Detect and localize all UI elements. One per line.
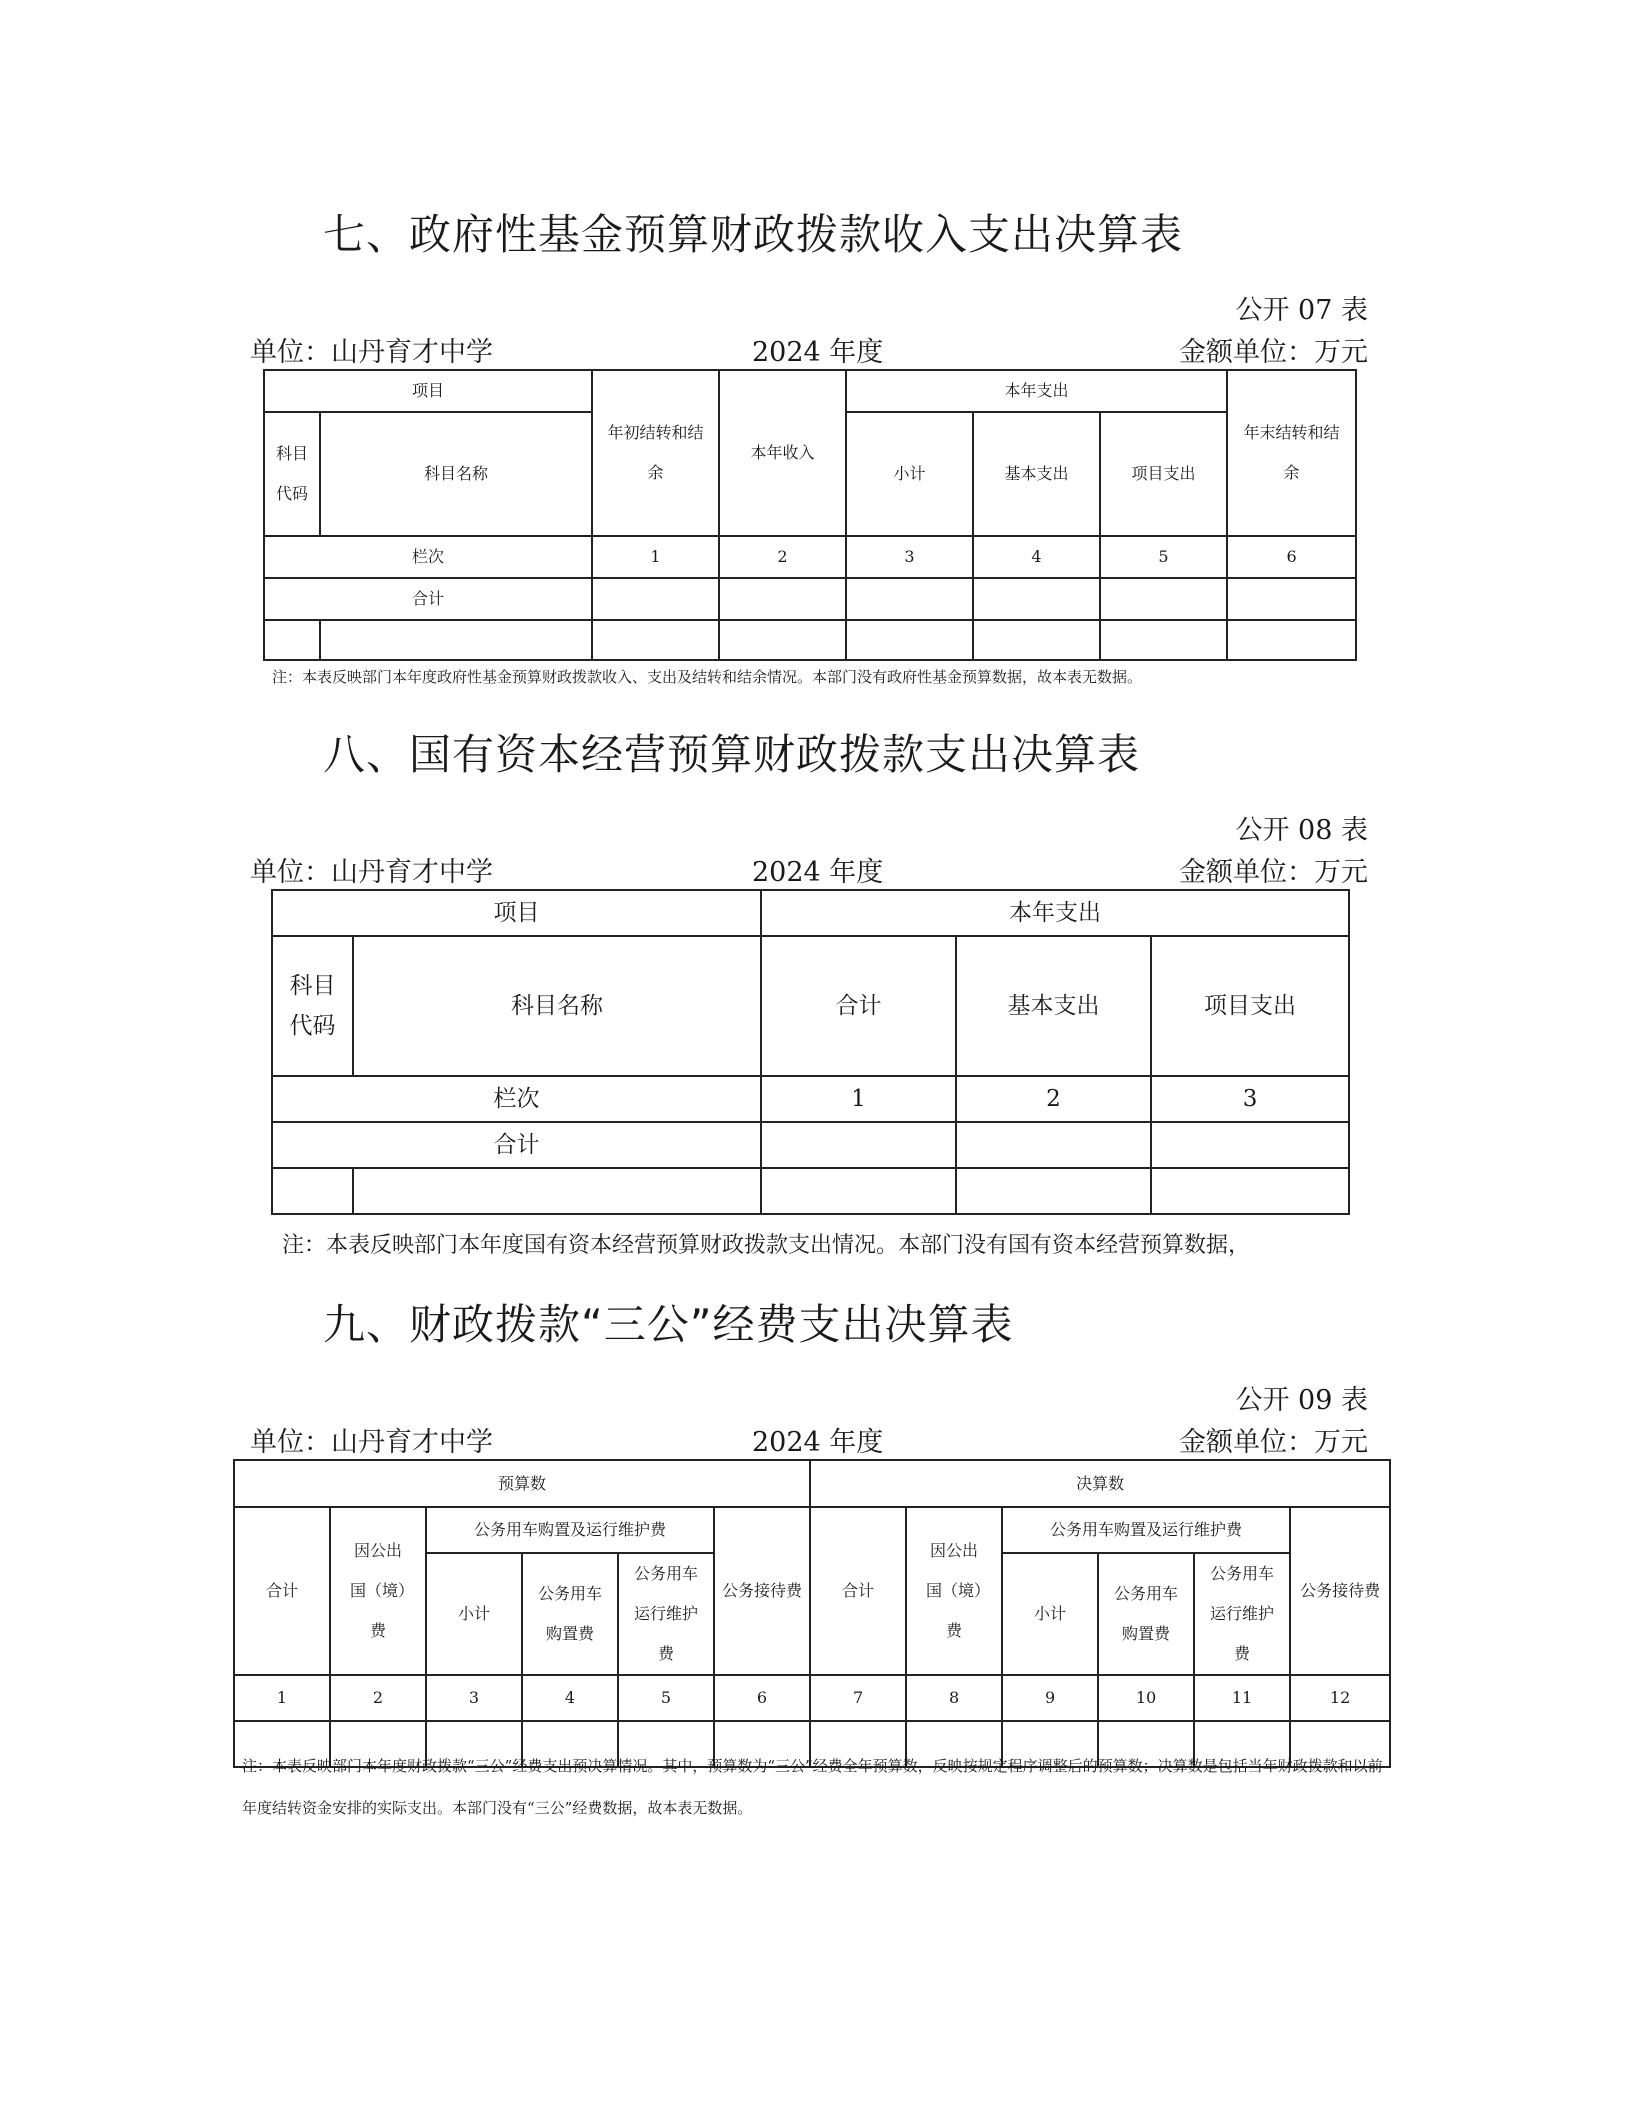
section9-amount-unit: 金额单位：万元 [1179,1427,1368,1458]
col-number: 9 [1002,1675,1098,1721]
header-total: 合计 [810,1507,906,1675]
col-number: 6 [714,1675,810,1721]
section8-note: 注：本表反映部门本年度国有资本经营预算财政拨款支出情况。本部门没有国有资本经营预算数据， [282,1233,1251,1258]
section9-note-line1: 注：本表反映部门本年度财政拨款“三公”经费支出预决算情况。其中，预算数为“三公”经费全年预算数，反映按规定程序调整后的预算数；决算数是包括当年财政拨款和以前 [242,1757,1383,1775]
col-number: 1 [234,1675,330,1721]
row-total-label: 合计 [272,1122,761,1168]
empty-cell [973,620,1100,660]
empty-cell [846,620,973,660]
empty-cell [719,620,846,660]
section8-year: 2024 年度 [752,857,884,888]
header-reception: 公务接待费 [714,1507,810,1675]
section7-table [263,369,1357,661]
header-item: 项目 [264,370,592,412]
empty-cell [320,620,592,660]
empty-cell [353,1168,761,1214]
section9-note-line2: 年度结转资金安排的实际支出。本部门没有“三公”经费数据，故本表无数据。 [242,1799,753,1817]
section9-title: 九、财政拨款“三公”经费支出决算表 [323,1300,1014,1349]
header-subtotal: 小计 [846,412,973,536]
empty-cell [1100,620,1227,660]
col-number: 3 [426,1675,522,1721]
row-column-label: 栏次 [272,1076,761,1122]
col-number: 1 [761,1076,956,1122]
section8-table-code: 公开 08 表 [1235,815,1368,846]
header-code: 科目代码 [264,412,320,536]
col-number: 2 [956,1076,1151,1122]
col-number: 3 [1151,1076,1349,1122]
empty-cell [719,578,846,620]
col-number: 12 [1290,1675,1390,1721]
col-number: 5 [1100,536,1227,578]
empty-cell [592,620,719,660]
empty-cell [1100,578,1227,620]
empty-cell [956,1168,1151,1214]
header-vehicle: 公务用车购置及运行维护费 [426,1507,714,1553]
section9-table [233,1459,1391,1768]
col-number: 11 [1194,1675,1290,1721]
section9-unit: 单位：山丹育才中学 [250,1427,493,1458]
header-purchase: 公务用车购置费 [522,1553,618,1675]
header-project: 项目支出 [1100,412,1227,536]
empty-cell [846,578,973,620]
empty-cell [264,620,320,660]
section7-note: 注：本表反映部门本年度政府性基金预算财政拨款收入、支出及结转和结余情况。本部门没有政府性基金预算数据，故本表无数据。 [272,668,1143,686]
header-abroad: 因公出国（境）费 [330,1507,426,1675]
empty-cell [592,578,719,620]
col-number: 4 [973,536,1100,578]
section8-unit: 单位：山丹育才中学 [250,857,493,888]
empty-cell [1227,578,1356,620]
header-income: 本年收入 [719,370,846,536]
header-total: 合计 [761,936,956,1076]
col-number: 4 [522,1675,618,1721]
header-name: 科目名称 [353,936,761,1076]
section9-table-code: 公开 09 表 [1235,1385,1368,1416]
header-project: 项目支出 [1151,936,1349,1076]
col-number: 5 [618,1675,714,1721]
header-item: 项目 [272,890,761,936]
header-purchase: 公务用车购置费 [1098,1553,1194,1675]
header-basic: 基本支出 [973,412,1100,536]
col-number: 2 [719,536,846,578]
header-begin-balance: 年初结转和结余 [592,370,719,536]
header-code: 科目代码 [272,936,353,1076]
section7-title: 七、政府性基金预算财政拨款收入支出决算表 [323,210,1184,259]
empty-cell [761,1168,956,1214]
col-number: 3 [846,536,973,578]
header-budget: 预算数 [234,1460,810,1507]
col-number: 8 [906,1675,1002,1721]
header-operation: 公务用车运行维护费 [618,1553,714,1675]
section7-year: 2024 年度 [752,337,884,368]
header-vehicle: 公务用车购置及运行维护费 [1002,1507,1290,1553]
section7-unit: 单位：山丹育才中学 [250,337,493,368]
header-final: 决算数 [810,1460,1390,1507]
row-column-label: 栏次 [264,536,592,578]
col-number: 2 [330,1675,426,1721]
col-number: 7 [810,1675,906,1721]
header-end-balance: 年末结转和结余 [1227,370,1356,536]
col-number: 10 [1098,1675,1194,1721]
header-expense: 本年支出 [761,890,1349,936]
empty-cell [973,578,1100,620]
section7-table-code: 公开 07 表 [1235,295,1368,326]
header-expense: 本年支出 [846,370,1227,412]
col-number: 1 [592,536,719,578]
section8-table [271,889,1350,1215]
empty-cell [272,1168,353,1214]
empty-cell [1227,620,1356,660]
empty-cell [956,1122,1151,1168]
header-total: 合计 [234,1507,330,1675]
header-reception: 公务接待费 [1290,1507,1390,1675]
empty-cell [1151,1168,1349,1214]
section8-title: 八、国有资本经营预算财政拨款支出决算表 [323,730,1141,779]
row-total-label: 合计 [264,578,592,620]
empty-cell [1151,1122,1349,1168]
header-operation: 公务用车运行维护费 [1194,1553,1290,1675]
header-subtotal: 小计 [1002,1553,1098,1675]
section8-amount-unit: 金额单位：万元 [1179,857,1368,888]
header-basic: 基本支出 [956,936,1151,1076]
section7-amount-unit: 金额单位：万元 [1179,337,1368,368]
empty-cell [761,1122,956,1168]
col-number: 6 [1227,536,1356,578]
section9-year: 2024 年度 [752,1427,884,1458]
header-name: 科目名称 [320,412,592,536]
header-abroad: 因公出国（境）费 [906,1507,1002,1675]
header-subtotal: 小计 [426,1553,522,1675]
